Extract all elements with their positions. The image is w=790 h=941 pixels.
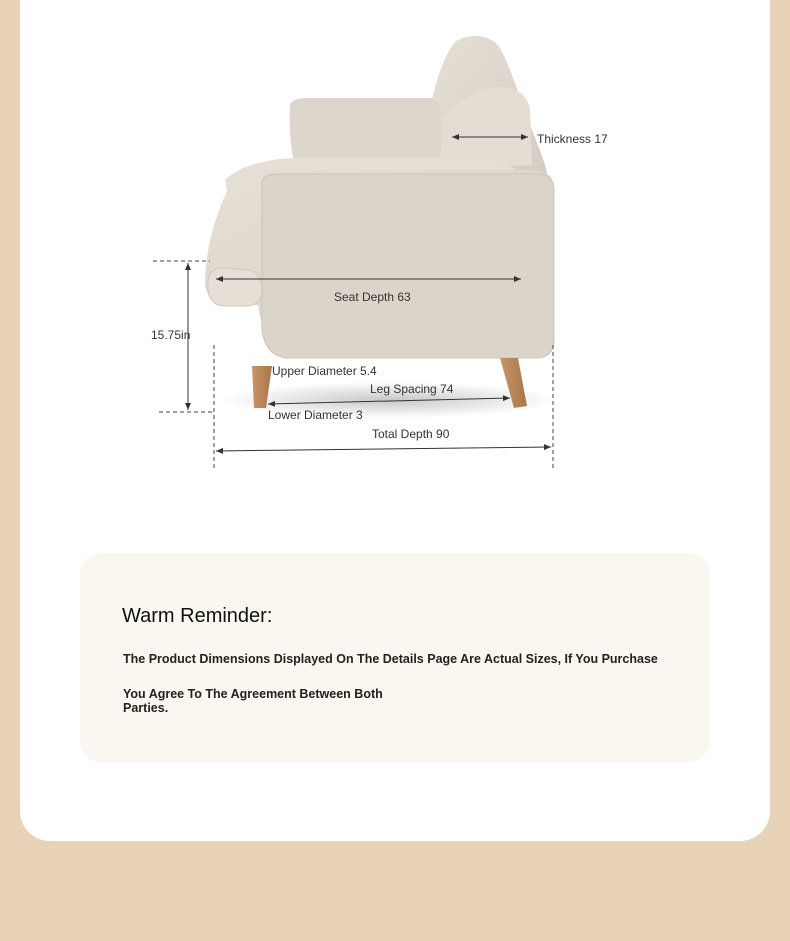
height-label: 15.75in [151, 328, 191, 342]
reminder-text-line2: You Agree To The Agreement Between Both Parties. [123, 687, 383, 715]
upper-diameter-label: Upper Diameter 5.4 [272, 364, 377, 378]
front-bolster [208, 268, 262, 306]
reminder-title: Warm Reminder: [122, 605, 273, 627]
rear-arm [290, 98, 442, 165]
leg-spacing-label: Leg Spacing 74 [370, 382, 454, 396]
front-arm-panel [262, 174, 554, 358]
thickness-label: Thickness 17 [537, 132, 608, 146]
total-depth-arrow [216, 447, 551, 451]
warm-reminder-panel [80, 553, 710, 762]
total-depth-label: Total Depth 90 [372, 427, 450, 441]
lower-diameter-label: Lower Diameter 3 [268, 408, 363, 422]
reminder-text-line1: The Product Dimensions Displayed On The Details Page Are Actual Sizes, If You Purchase [123, 652, 658, 666]
seat-depth-label: Seat Depth 63 [334, 290, 411, 304]
